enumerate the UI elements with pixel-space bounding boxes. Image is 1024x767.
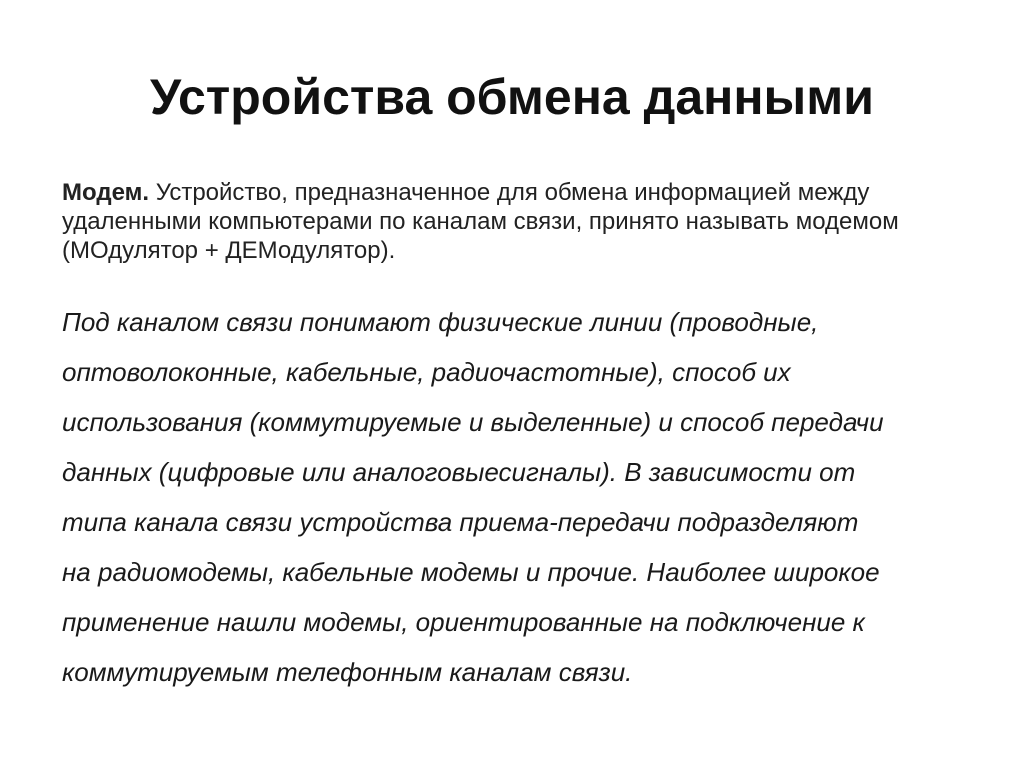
body-line-8: коммутируемым телефонным каналам связи. (62, 657, 633, 687)
intro-line-3: (МОдулятор + ДЕМодулятор). (62, 237, 396, 264)
body-line-1: Под каналом связи понимают физические линии (проводные, (62, 307, 819, 337)
slide-title: Устройства обмена данными (150, 69, 874, 125)
body-line-4: данных (цифровые или аналоговыесигналы). В зависимости от (62, 457, 856, 487)
intro-line-1: Устройство, предназначенное для обмена информацией между (149, 179, 870, 206)
intro-line-2: удаленными компьютерами по каналам связи, принято называть модемом (62, 208, 899, 235)
body-paragraph (62, 297, 982, 697)
body-line-6: на радиомодемы, кабельные модемы и прочие. Наиболее широкое (62, 557, 880, 587)
intro-term: Модем. (62, 179, 150, 206)
body-line-2: оптоволоконные, кабельные, радиочастотные), способ их (62, 357, 791, 387)
body-line-5: типа канала связи устройства приема-передачи подразделяют (62, 507, 859, 537)
body-line-7: применение нашли модемы, ориентированные на подключение к (62, 607, 865, 637)
intro-paragraph (62, 178, 982, 265)
body-line-3: использования (коммутируемые и выделенные) и способ передачи (62, 407, 884, 437)
